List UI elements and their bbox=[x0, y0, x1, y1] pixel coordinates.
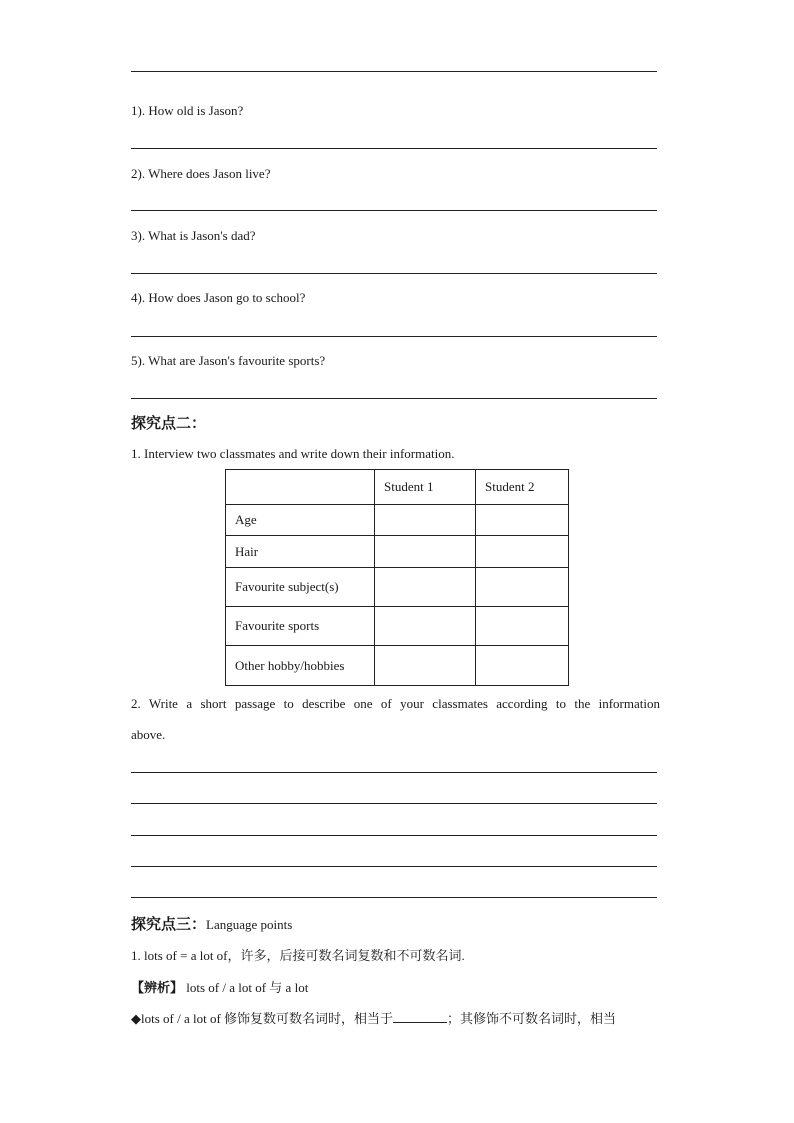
table-cell[interactable] bbox=[375, 568, 476, 607]
question-4: 4). How does Jason go to school? bbox=[131, 290, 306, 305]
fill-blank[interactable] bbox=[393, 1010, 447, 1023]
table-cell[interactable] bbox=[375, 607, 476, 646]
bullet-text-1: ◆lots of / a lot of 修饰复数可数名词时，相当于 bbox=[131, 1011, 394, 1026]
table-cell[interactable] bbox=[375, 505, 476, 536]
table-header-row bbox=[226, 470, 569, 505]
language-point-1: 1. lots of = a lot of，许多，后接可数名词复数和不可数名词. bbox=[131, 948, 465, 963]
table-cell[interactable] bbox=[476, 536, 569, 568]
table-cell[interactable] bbox=[476, 505, 569, 536]
row-label: Favourite subject(s) bbox=[226, 568, 375, 607]
question-3: 3). What is Jason's dad? bbox=[131, 228, 256, 243]
analysis-text: lots of / a lot of 与 a lot bbox=[183, 980, 309, 995]
bullet-text-2: ；其修饰不可数名词时，相当 bbox=[447, 1011, 617, 1026]
table-cell[interactable] bbox=[476, 607, 569, 646]
answer-line-2[interactable] bbox=[131, 210, 657, 211]
question-2: 2). Where does Jason live? bbox=[131, 166, 271, 181]
table-cell[interactable] bbox=[476, 568, 569, 607]
section3-heading-cn: 探究点三： bbox=[131, 915, 207, 933]
section2-heading: 探究点二： bbox=[131, 414, 207, 432]
answer-line-3[interactable] bbox=[131, 273, 657, 274]
table-cell[interactable] bbox=[375, 646, 476, 686]
writing-line-5[interactable] bbox=[131, 897, 657, 898]
answer-line-5[interactable] bbox=[131, 398, 657, 399]
table-row bbox=[226, 536, 569, 568]
row-label: Age bbox=[226, 505, 375, 536]
info-table bbox=[225, 469, 569, 686]
writing-line-1[interactable] bbox=[131, 772, 657, 773]
top-rule bbox=[131, 71, 657, 72]
table-cell[interactable] bbox=[476, 646, 569, 686]
table-cell[interactable] bbox=[375, 536, 476, 568]
analysis-line bbox=[131, 977, 308, 996]
table-row bbox=[226, 607, 569, 646]
analysis-label: 【辨析】 bbox=[131, 981, 184, 996]
row-label: Hair bbox=[226, 536, 375, 568]
task1-instruction: 1. Interview two classmates and write down their information. bbox=[131, 446, 455, 461]
task2-instruction-cont: above. bbox=[131, 727, 166, 742]
bullet-line bbox=[131, 1008, 616, 1027]
row-label: Favourite sports bbox=[226, 607, 375, 646]
table-header-cell: Student 2 bbox=[476, 470, 569, 505]
table-row bbox=[226, 568, 569, 607]
section3-heading-en: Language points bbox=[206, 917, 293, 932]
question-5: 5). What are Jason's favourite sports? bbox=[131, 353, 326, 368]
answer-line-4[interactable] bbox=[131, 336, 657, 337]
writing-line-3[interactable] bbox=[131, 835, 657, 836]
table-header-cell: Student 1 bbox=[375, 470, 476, 505]
writing-line-2[interactable] bbox=[131, 803, 657, 804]
writing-line-4[interactable] bbox=[131, 866, 657, 867]
question-1: 1). How old is Jason? bbox=[131, 103, 244, 118]
task2-instruction: 2. Write a short passage to describe one of your classmates according to the information bbox=[131, 696, 660, 711]
table-header-cell bbox=[226, 470, 375, 505]
row-label: Other hobby/hobbies bbox=[226, 646, 375, 686]
answer-line-1[interactable] bbox=[131, 148, 657, 149]
table-row bbox=[226, 505, 569, 536]
table-row bbox=[226, 646, 569, 686]
section3-heading bbox=[131, 913, 292, 934]
